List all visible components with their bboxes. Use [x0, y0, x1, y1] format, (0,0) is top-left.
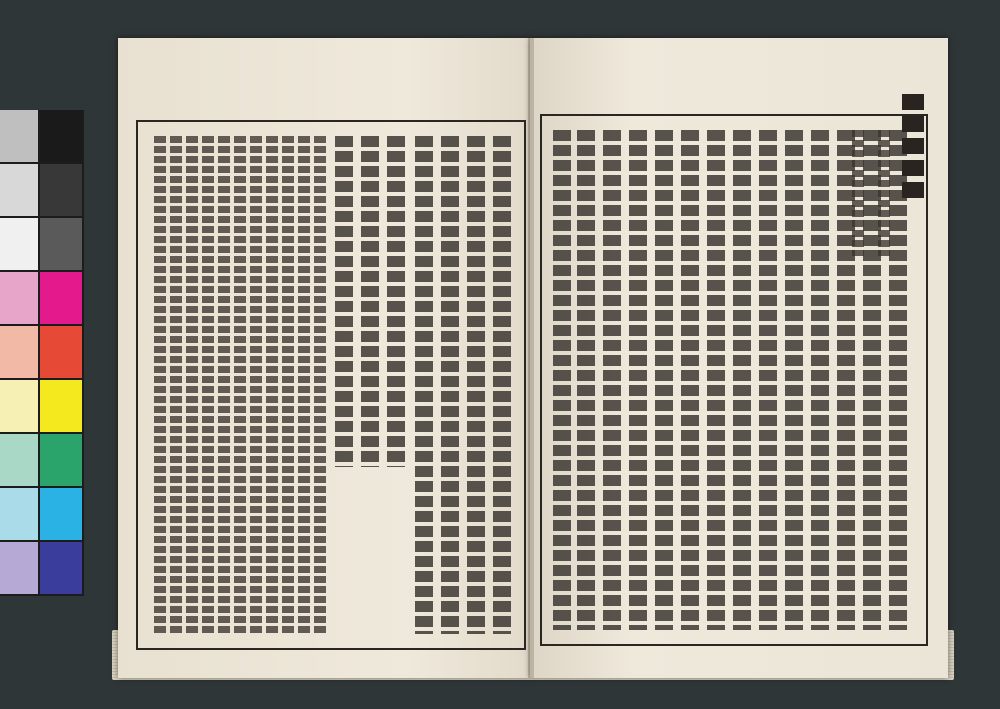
color-swatch — [40, 110, 82, 162]
color-swatch — [40, 488, 82, 540]
color-swatch — [40, 434, 82, 486]
text-column — [476, 128, 478, 642]
color-swatch — [0, 272, 38, 324]
color-swatch — [0, 110, 38, 162]
right-text-columns — [548, 122, 920, 638]
color-swatch — [0, 380, 38, 432]
color-swatch — [40, 326, 82, 378]
text-column — [872, 122, 874, 638]
right-text-frame — [540, 114, 928, 646]
text-column — [858, 122, 860, 638]
color-swatch — [40, 380, 82, 432]
text-column — [846, 122, 848, 638]
text-column — [612, 122, 614, 638]
text-column — [344, 128, 346, 642]
text-column — [742, 122, 744, 638]
text-column — [638, 122, 640, 638]
text-column — [424, 128, 426, 642]
text-column — [256, 128, 258, 642]
color-swatch — [0, 218, 38, 270]
text-column — [288, 128, 290, 642]
color-swatch — [40, 164, 82, 216]
text-column — [370, 128, 372, 642]
text-column — [160, 128, 162, 642]
text-column — [884, 122, 886, 638]
text-column — [586, 122, 588, 638]
text-column — [820, 122, 822, 638]
color-swatch — [0, 164, 38, 216]
text-column — [768, 122, 770, 638]
text-column — [224, 128, 226, 642]
color-swatch — [0, 434, 38, 486]
text-column — [794, 122, 796, 638]
color-swatch — [0, 326, 38, 378]
color-swatch — [40, 272, 82, 324]
color-swatch — [40, 218, 82, 270]
color-swatch — [0, 488, 38, 540]
color-swatch — [40, 542, 82, 594]
text-column — [716, 122, 718, 638]
text-column — [208, 128, 210, 642]
text-column — [898, 122, 900, 638]
page-heading — [902, 94, 924, 204]
text-column — [502, 128, 504, 642]
book-gutter — [528, 38, 534, 678]
text-column — [690, 122, 692, 638]
text-column — [304, 128, 306, 642]
text-column — [396, 128, 398, 642]
text-column — [240, 128, 242, 642]
text-column — [176, 128, 178, 642]
left-text-frame — [136, 120, 526, 650]
color-swatch — [0, 542, 38, 594]
text-column — [192, 128, 194, 642]
text-column — [272, 128, 274, 642]
open-book — [118, 38, 948, 678]
left-text-columns — [144, 128, 518, 642]
color-calibration-target — [0, 110, 84, 596]
text-column — [562, 122, 564, 638]
text-column — [320, 128, 322, 642]
text-column — [450, 128, 452, 642]
text-column — [664, 122, 666, 638]
